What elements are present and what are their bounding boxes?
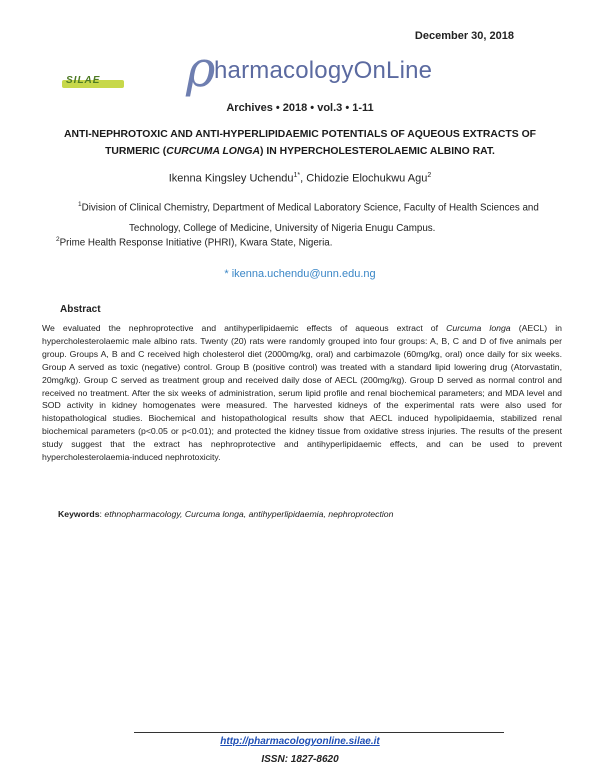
author-1-affiliation-mark: 1* <box>293 172 301 179</box>
corresponding-email-link[interactable]: * ikenna.uchendu@unn.edu.ng <box>224 268 376 280</box>
abstract-text: (AECL) in hypercholesterolaemic male albino rats. Twenty (20) rats were randomly grouped into four groups: A, B, C and D of five animals per group. Groups A, B and C received high cholesterol diet (2000mg/kg, oral) and carbimazole (60mg/kg, oral) once daily for six weeks. Group A served as toxic (negative) control. Group B (positive control) was treated with a standard lipid lowering drug (Atorvastatin, 20mg/kg). Group C served as treatment group and received daily dose of AECL (200mg/kg). Group D served as normal control and received no treatment. After the six weeks of administration, serum lipid profile and renal biochemical parameters; and MDA level and SOD activity in kidney homogenates were measured. The harvested kidneys of the experimental rats were also used for histopathological studies. Biochemical and histopathological results show that AECL induced hypolipidaemia, stabilized renal biochemical parameters (p<0.05 or p<0.01); and protected the kidney tissue from oxidative stress injuries. The results of the present study suggest that the extract has nephroprotective and antihyperlipidaemic effects, and can be used to prevent hypercholesterolaemia-induced nephrotoxicity. <box>42 323 562 463</box>
keywords <box>58 509 393 519</box>
affiliation-2 <box>56 236 332 248</box>
article-title <box>40 126 560 160</box>
abstract-intro: We evaluated the nephroprotective and antihyperlipidaemic effects of aqueous extract of <box>42 323 447 333</box>
keywords-label: Keywords <box>58 509 100 519</box>
abstract-body <box>42 322 562 464</box>
affiliation-2-mark: 2 <box>56 236 60 243</box>
author-2-affiliation-mark: 2 <box>427 172 432 179</box>
logo-brand-text: harmacologyOnLine <box>214 57 433 84</box>
author-list <box>0 172 600 185</box>
issn-number: ISSN: 1827-8620 <box>261 754 339 765</box>
silae-logo <box>62 76 126 90</box>
affiliation-1-mark: 1 <box>78 201 82 208</box>
author-1: Ikenna Kingsley Uchendu <box>168 172 294 185</box>
silae-logo-text: SILAE <box>66 75 101 86</box>
affiliation-1-text-1: Division of Clinical Chemistry, Department of Medical Laboratory Science, Faculty of Health Sciences and <box>81 202 539 214</box>
archives-line: Archives • 2018 • vol.3 • 1-11 <box>226 102 374 114</box>
abstract-intro-italic: Curcuma longa <box>446 323 511 333</box>
publication-date: December 30, 2018 <box>414 30 514 42</box>
title-part1: ANTI-NEPHROTOXIC AND ANTI-HYPERLIPIDAEMIC POTENTIALS OF AQUEOUS EXTRACTS OF TURMERIC ( <box>63 129 537 157</box>
affiliation-1-line-1 <box>78 194 558 218</box>
keywords-colon: : <box>99 509 105 519</box>
keywords-list: ethnopharmacology, Curcuma longa, antihyperlipidaemia, nephroprotection <box>104 509 394 519</box>
footer-divider <box>134 732 504 733</box>
author-separator: , <box>300 172 307 185</box>
author-2: Chidozie Elochukwu Agu <box>306 172 428 185</box>
affiliation-1-line-2: Technology, College of Medicine, University of Nigeria Enugu Campus. <box>129 223 436 235</box>
title-part2: ) IN HYPERCHOLESTEROLAEMIC ALBINO RAT. <box>259 146 495 157</box>
logo-phi-glyph: ρ <box>186 40 216 98</box>
title-italic: CURCUMA LONGA <box>166 146 260 157</box>
journal-logo <box>62 40 442 98</box>
abstract-heading: Abstract <box>60 304 101 315</box>
affiliation-2-text: Prime Health Response Initiative (PHRI), Kwara State, Nigeria. <box>59 237 333 249</box>
journal-url-link[interactable]: http://pharmacologyonline.silae.it <box>220 736 380 747</box>
affiliation-1 <box>78 194 558 239</box>
